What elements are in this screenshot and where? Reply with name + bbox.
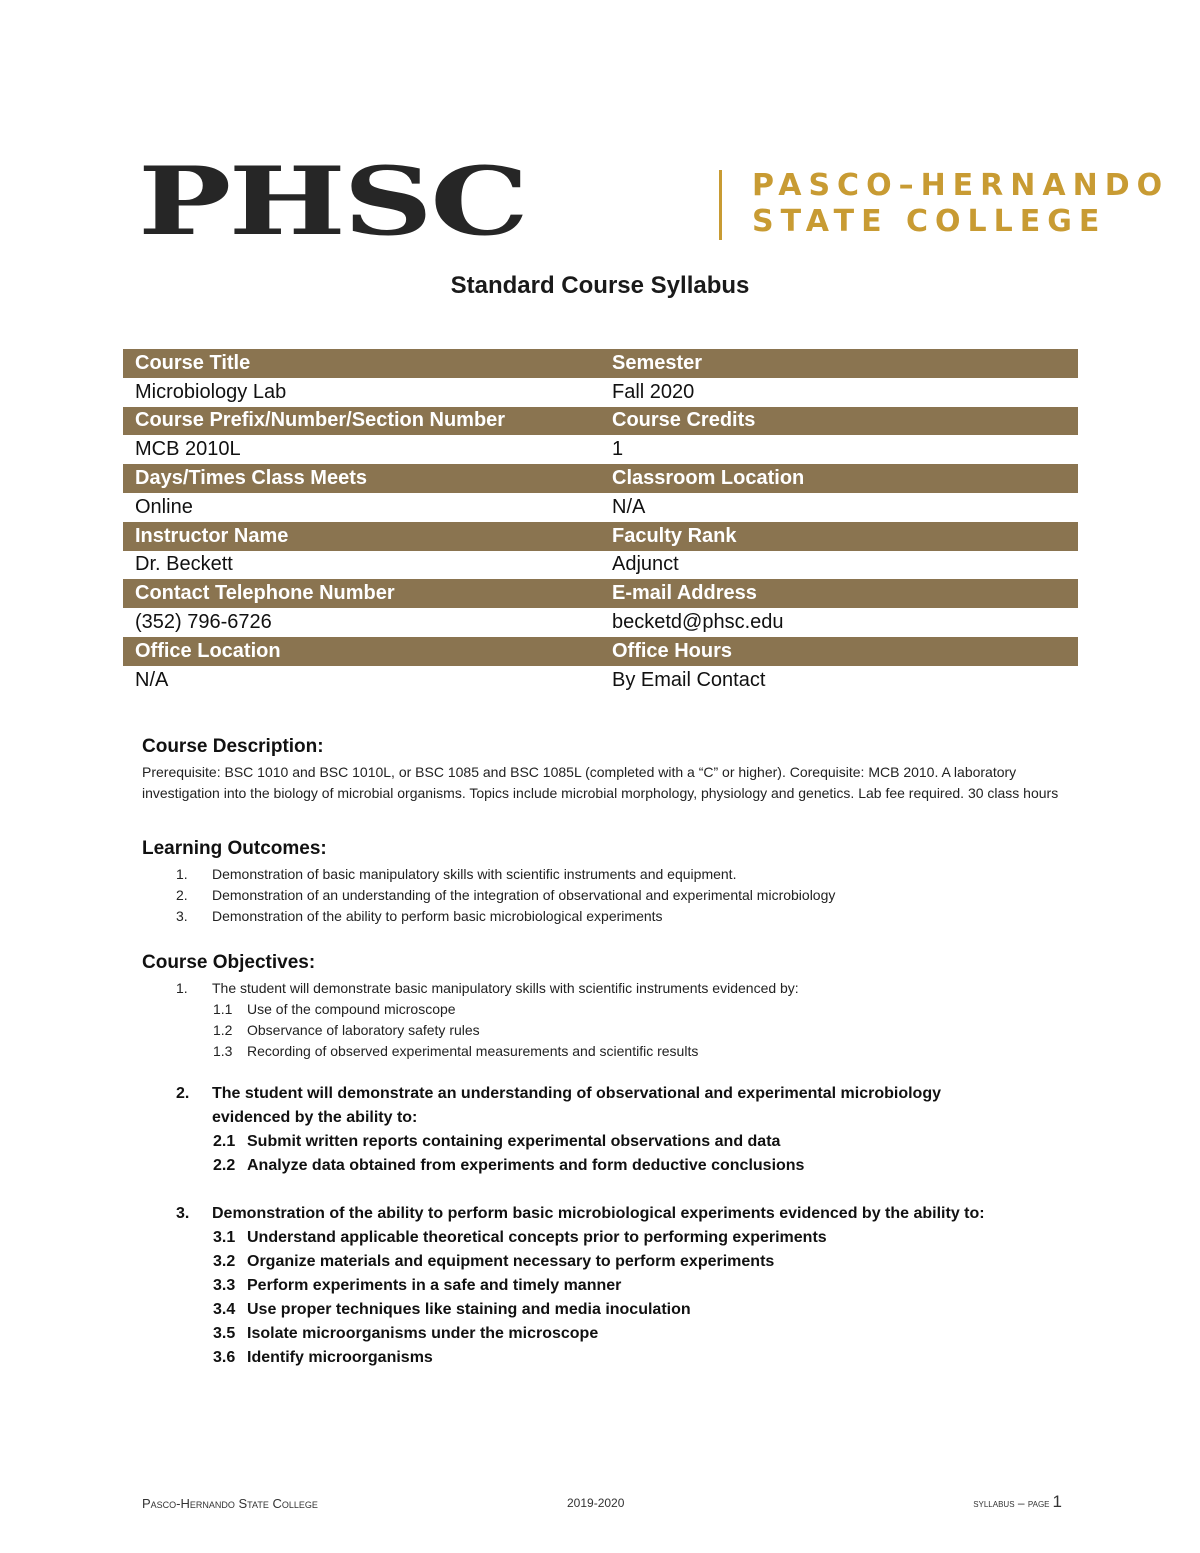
sub-number: 1.2 bbox=[213, 1022, 233, 1038]
info-value-row bbox=[123, 551, 1078, 580]
email-link[interactable]: becketd@phsc.edu bbox=[612, 611, 784, 634]
list-item-text: Demonstration of the ability to perform basic microbiological experiments bbox=[212, 908, 663, 924]
sub-number: 2.1 bbox=[213, 1133, 236, 1150]
info-value-row bbox=[123, 435, 1078, 464]
list-item-text: Demonstration of an understanding of the integration of observational and experimental microbiology bbox=[212, 887, 836, 903]
info-label: Classroom Location bbox=[612, 467, 805, 490]
sub-objective bbox=[142, 1322, 1082, 1346]
sub-number: 3.1 bbox=[213, 1229, 236, 1246]
sub-objective bbox=[142, 1298, 1082, 1322]
info-value: N/A bbox=[135, 668, 169, 691]
logo-name-line2: STATE COLLEGE bbox=[752, 204, 1107, 239]
course-description-text: Prerequisite: BSC 1010 and BSC 1010L, or BSC 1085 and BSC 1085L (completed with a “C” or higher). Corequisite: MCB 2010. A laboratory investigation into the biology of microbial organisms. Topics include microbial morphology, physiology and genetics. Lab fee required. 30 class hours bbox=[142, 764, 1059, 801]
sub-number: 3.2 bbox=[213, 1253, 236, 1270]
sub-objective bbox=[142, 1020, 1082, 1041]
info-header-row bbox=[123, 349, 1078, 378]
info-label: Contact Telephone Number bbox=[135, 582, 395, 605]
info-header-row bbox=[123, 579, 1078, 608]
learning-outcomes-section bbox=[142, 838, 1082, 927]
sub-number: 3.4 bbox=[213, 1301, 236, 1318]
course-info-table bbox=[123, 349, 1078, 695]
info-value: Microbiology Lab bbox=[135, 380, 287, 403]
objective-1 bbox=[142, 978, 1082, 1062]
objective-text: The student will demonstrate basic manipulatory skills with scientific instruments evidenced by: bbox=[212, 980, 799, 996]
info-label: Instructor Name bbox=[135, 524, 289, 547]
sub-objective-text: Isolate microorganisms under the microscope bbox=[247, 1325, 599, 1342]
info-value: (352) 796-6726 bbox=[135, 611, 272, 634]
sub-number: 3.6 bbox=[213, 1349, 236, 1366]
objective-3 bbox=[142, 1202, 1082, 1370]
info-value: Online bbox=[135, 495, 193, 518]
info-label: Office Location bbox=[135, 639, 281, 662]
logo-name-line1: PASCO–HERNANDO bbox=[752, 168, 1170, 203]
sub-objective bbox=[142, 1346, 1082, 1370]
footer-page-label bbox=[973, 1492, 1062, 1512]
info-value-row bbox=[123, 378, 1078, 407]
info-label: Faculty Rank bbox=[612, 524, 737, 547]
info-label: Course Title bbox=[135, 351, 251, 374]
logo-divider bbox=[719, 170, 722, 240]
list-number: 3. bbox=[176, 908, 188, 924]
section-heading: Course Description: bbox=[142, 736, 324, 757]
list-number: 2. bbox=[176, 1085, 190, 1102]
info-label: Office Hours bbox=[612, 639, 733, 662]
sub-objective-text: Analyze data obtained from experiments and form deductive conclusions bbox=[247, 1157, 805, 1174]
outcomes-list bbox=[142, 864, 1082, 927]
page-footer bbox=[142, 1492, 1062, 1516]
objective-text: evidenced by the ability to: bbox=[212, 1109, 418, 1126]
sub-objective bbox=[142, 999, 1082, 1020]
info-label: Course Credits bbox=[612, 409, 756, 432]
sub-number: 3.5 bbox=[213, 1325, 236, 1342]
list-item bbox=[142, 885, 1082, 906]
footer-syllabus-text: syllabus – page bbox=[973, 1496, 1050, 1510]
info-value: MCB 2010L bbox=[135, 438, 241, 461]
sub-objective bbox=[142, 1250, 1082, 1274]
page-number: 1 bbox=[1052, 1492, 1062, 1511]
list-number: 1. bbox=[176, 866, 188, 882]
list-number: 3. bbox=[176, 1205, 190, 1222]
sub-objective-text: Perform experiments in a safe and timely manner bbox=[247, 1277, 622, 1294]
info-value: Dr. Beckett bbox=[135, 553, 233, 576]
list-item-text: Demonstration of basic manipulatory skills with scientific instruments and equipment. bbox=[212, 866, 737, 882]
info-label: Semester bbox=[612, 351, 703, 374]
sub-number: 3.3 bbox=[213, 1277, 236, 1294]
sub-objective-text: Use proper techniques like staining and media inoculation bbox=[247, 1301, 691, 1318]
info-header-row bbox=[123, 407, 1078, 436]
sub-number: 2.2 bbox=[213, 1157, 236, 1174]
list-item bbox=[142, 906, 1082, 927]
objective-text: Demonstration of the ability to perform basic microbiological experiments evidenced by the ability to: bbox=[212, 1205, 985, 1222]
page-title: Standard Course Syllabus bbox=[450, 272, 750, 299]
info-header-row bbox=[123, 522, 1078, 551]
sub-objective bbox=[142, 1130, 1082, 1154]
objective-line bbox=[142, 978, 1082, 999]
objective-text: The student will demonstrate an understanding of observational and experimental microbiology bbox=[212, 1085, 941, 1102]
info-label: Course Prefix/Number/Section Number bbox=[135, 409, 506, 432]
footer-year: 2019-2020 bbox=[567, 1496, 625, 1510]
sub-number: 1.3 bbox=[213, 1043, 233, 1059]
info-label: E-mail Address bbox=[612, 582, 757, 605]
info-value-row bbox=[123, 608, 1078, 637]
info-header-row bbox=[123, 464, 1078, 493]
info-value: N/A bbox=[612, 495, 646, 518]
course-description-section bbox=[142, 736, 1082, 804]
list-item bbox=[142, 864, 1082, 885]
info-value: Fall 2020 bbox=[612, 380, 695, 403]
info-value: 1 bbox=[612, 438, 624, 461]
sub-objective-text: Understand applicable theoretical concepts prior to performing experiments bbox=[247, 1229, 827, 1246]
info-value: Adjunct bbox=[612, 553, 679, 576]
sub-objective-text: Observance of laboratory safety rules bbox=[247, 1022, 480, 1038]
sub-objective-text: Identify microorganisms bbox=[247, 1349, 433, 1366]
college-logo bbox=[138, 147, 1170, 257]
sub-objective-text: Submit written reports containing experimental observations and data bbox=[247, 1133, 781, 1150]
sub-objective-text: Organize materials and equipment necessary to perform experiments bbox=[247, 1253, 775, 1270]
info-value-row bbox=[123, 666, 1078, 695]
sub-number: 1.1 bbox=[213, 1001, 233, 1017]
objective-line bbox=[142, 1202, 1082, 1226]
info-value: By Email Contact bbox=[612, 668, 766, 691]
info-label: Days/Times Class Meets bbox=[135, 467, 367, 490]
info-value-row bbox=[123, 493, 1078, 522]
sub-objective bbox=[142, 1154, 1082, 1178]
section-heading: Learning Outcomes: bbox=[142, 838, 327, 859]
logo-college-name bbox=[752, 168, 1169, 240]
objective-line-continued bbox=[142, 1106, 1082, 1130]
sub-objective bbox=[142, 1226, 1082, 1250]
section-heading: Course Objectives: bbox=[142, 952, 316, 973]
objective-2 bbox=[142, 1082, 1082, 1178]
objective-line bbox=[142, 1082, 1082, 1106]
sub-objective bbox=[142, 1274, 1082, 1298]
sub-objective-text: Use of the compound microscope bbox=[247, 1001, 456, 1017]
list-number: 1. bbox=[176, 980, 188, 996]
course-objectives-section bbox=[142, 952, 1082, 1370]
logo-mark: PHSC bbox=[138, 147, 527, 257]
sub-objective bbox=[142, 1041, 1082, 1062]
list-number: 2. bbox=[176, 887, 188, 903]
sub-objective-text: Recording of observed experimental measurements and scientific results bbox=[247, 1043, 699, 1059]
footer-college-name: Pasco-Hernando State College bbox=[142, 1496, 318, 1511]
info-header-row bbox=[123, 637, 1078, 666]
